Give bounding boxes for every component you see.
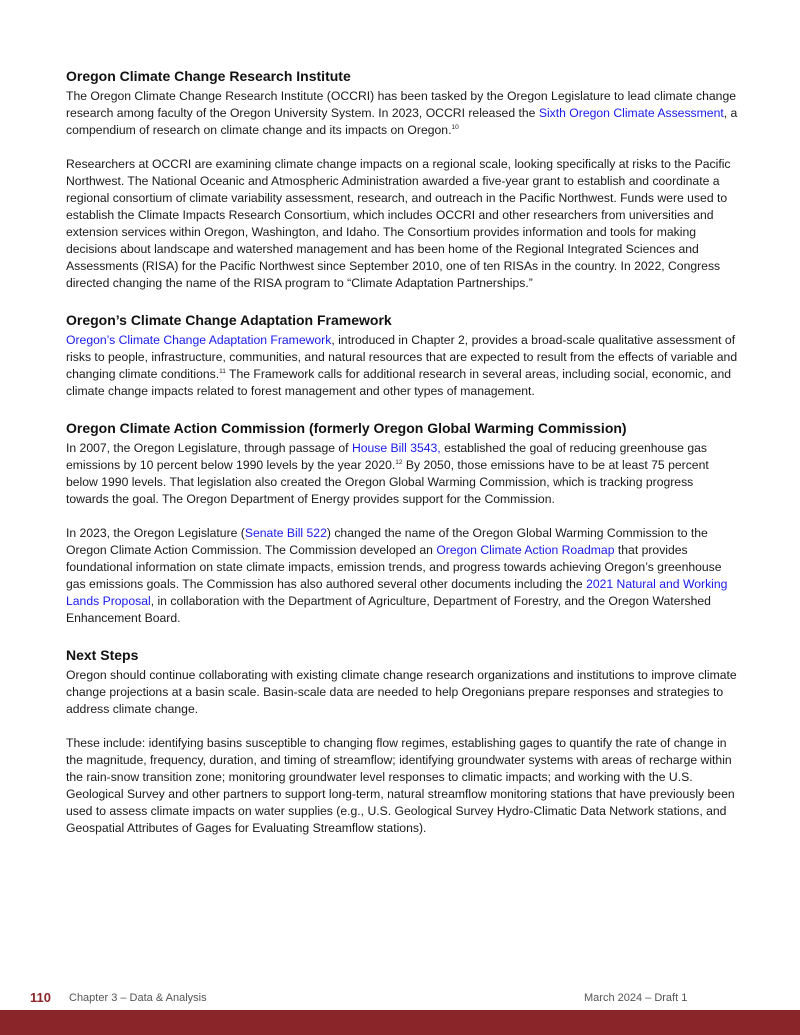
text-run: established the goal of reducing greenhouse gas emissions by 10 percent below 1990 levels by the year 2020. [66,441,707,472]
text-run: Oregon should continue collaborating with existing climate change research organizations and institutions to improve climate change projections at a basin scale. Basin-scale data are needed to help Oregonians prepare responses and strategies to address climate change. [66,668,737,716]
text-run: , introduced in Chapter 2, provides a broad-scale qualitative assessment of risks to people, infrastructure, communities, and natural resources that are expected to result from the effects of variable and changing climate conditions. [66,333,738,381]
section-heading: Oregon’s Climate Change Adaptation Framework [66,312,392,328]
text-run: , a compendium of research on climate change and its impacts on Oregon. [66,106,738,137]
hyperlink[interactable]: Senate Bill 522 [244,526,327,540]
section-heading: Oregon Climate Action Commission (formerly Oregon Global Warming Commission) [66,420,627,436]
text-run: By 2050, those emissions have to be at least 75 percent below 1990 levels. That legislation also created the Oregon Global Warming Commission, which is tracking progress towards the goal. The Oregon Department of Energy provides support for the Commission. [66,458,709,506]
text-run: The Framework calls for additional research in several areas, including social, economic, and climate change impacts related to forest management and other types of management. [66,367,731,398]
text-run: The Oregon Climate Change Research Institute (OCCRI) has been tasked by the Oregon Legislature to lead climate change research among faculty of the Oregon University System. In 2023, OCCRI released the [66,89,736,120]
document-body [66,67,738,856]
footnote-ref: 10 [451,124,459,131]
footnote-ref: 11 [219,368,226,375]
hyperlink[interactable]: Oregon’s Climate Change Adaptation Framework [66,333,332,347]
paragraph [66,440,738,508]
paragraph [66,667,738,718]
hyperlink[interactable]: Sixth Oregon Climate Assessment [538,106,724,120]
paragraph [66,88,738,139]
text-run: In 2023, the Oregon Legislature ( [66,526,245,540]
hyperlink[interactable]: 2021 Natural and Working Lands Proposal [66,577,728,608]
paragraph [66,735,738,837]
section-heading: Oregon Climate Change Research Institute [66,68,351,84]
footnote-ref: 12 [395,459,403,466]
text-run: that provides foundational information on state climate impacts, emission trends, and progress towards achieving Oregon’s greenhouse gas emissions goals. The Commission has also authored several other documents including the [66,543,722,591]
paragraph [66,525,738,627]
hyperlink[interactable]: House Bill 3543, [351,441,441,455]
text-run: Researchers at OCCRI are examining climate change impacts on a regional scale, looking specifically at risks to the Pacific Northwest. The National Oceanic and Atmospheric Administration awarded a five-year grant to establish and coordinate a regional consortium of climate variability assessment, research, and outreach in the Pacific Northwest. Funds were used to establish the Climate Impacts Research Consortium, which includes OCCRI and other researchers from universities and extension services within Oregon, Washington, and Idaho. The Consortium provides information and tools for making decisions about landscape and watershed management and has been home of the Regional Integrated Sciences and Assessments (RISA) for the Pacific Northwest since September 2010, one of ten RISAs in the country. In 2022, Congress directed changing the name of the RISA program to “Climate Adaptation Partnerships.” [66,157,731,290]
text-run: ) changed the name of the Oregon Global Warming Commission to the Oregon Climate Action Commission. The Commission developed an [66,526,708,557]
paragraph [66,156,738,292]
page-number: 110 [30,990,51,1005]
footer-chapter: Chapter 3 – Data & Analysis [69,992,207,1004]
section-heading: Next Steps [66,647,139,663]
footer-date: March 2024 – Draft 1 [584,992,688,1004]
text-run: In 2007, the Oregon Legislature, through passage of [66,441,352,455]
text-run: These include: identifying basins susceptible to changing flow regimes, establishing gages to quantify the rate of change in the magnitude, frequency, duration, and timing of streamflow; identifying groundwater systems with areas of recharge within the rain-snow transition zone; monitoring groundwater level responses to climatic impacts; and working with the U.S. Geological Survey and other partners to support long-term, natural streamflow monitoring stations that have previously been used to assess climate impacts on water supplies (e.g., U.S. Geological Survey Hydro-Climatic Data Network stations, and Geospatial Attributes of Gages for Evaluating Streamflow stations). [66,736,735,835]
paragraph [66,332,738,400]
text-run: , in collaboration with the Department of Agriculture, Department of Forestry, and the Oregon Watershed Enhancement Board. [66,594,711,625]
footer-band [0,1010,800,1035]
hyperlink[interactable]: Oregon Climate Action Roadmap [436,543,615,557]
